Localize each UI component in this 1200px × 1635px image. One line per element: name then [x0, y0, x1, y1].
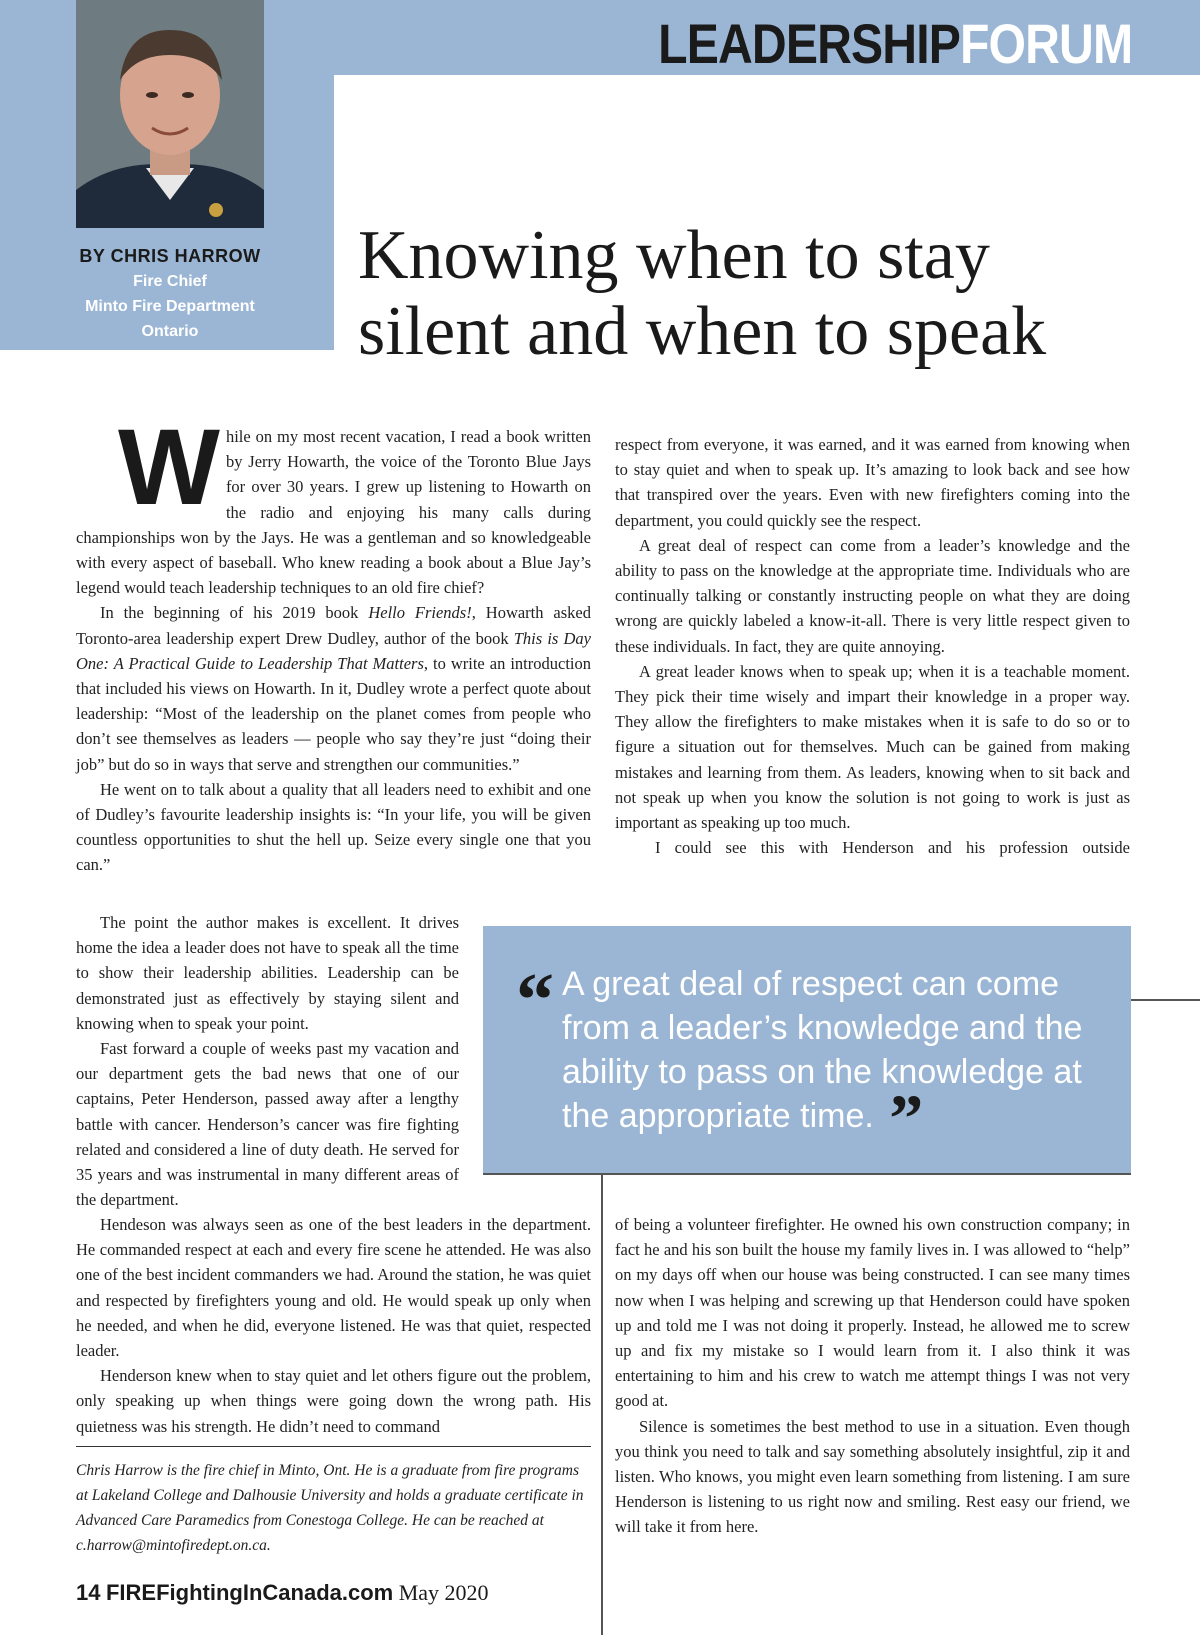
paragraph-7: Henderson knew when to stay quiet and let others figure out the problem, only speaking up when things were going down the wrong path. His quietness was his strength. He didn’t need to command [76, 1366, 591, 1436]
byline-name: BY CHRIS HARROW [79, 246, 261, 266]
section-masthead [657, 12, 1132, 75]
headline-line-2: silent and when to speak [358, 293, 1047, 370]
bio-rule [76, 1446, 591, 1447]
page-footer [76, 1580, 489, 1606]
byline-title: Fire Chief [133, 273, 207, 290]
paragraph-r6: Silence is sometimes the best method to use in a situation. Even though you think you need to talk and say something absolutely insightful, zip it and listen. Who knows, you might even learn something from listening. I am sure Henderson is listening to us right now and smiling. Rest easy our friend, we will take it from here. [615, 1416, 1130, 1537]
author-photo [76, 0, 264, 228]
pull-quote-bottom-rule [483, 1173, 1131, 1175]
open-quote-mark: “ [516, 958, 554, 1042]
magazine-name: FIREFightingInCanada.com [105, 1580, 394, 1605]
paragraph-r4: I could see this with Henderson and his profession outside [655, 838, 1130, 858]
paragraph-6: Hendeson was always seen as one of the best leaders in the department. He commanded respect at each and every fire scene he attended. He was also one of the best incident commanders we had. Around the station, he was quiet and respected by firefighters young and old. He would speak up only when he needed, and when he did, everyone listened. He was that quiet, respected leader. [76, 1215, 591, 1361]
drop-cap: W [118, 406, 220, 527]
pull-quote-text: A great deal of respect can come from a leader’s knowledge and the ability to pass on the knowledge at the appropriate time. [562, 965, 1083, 1135]
paragraph-2 [76, 600, 591, 776]
paragraph-3: He went on to talk about a quality that all leaders need to exhibit and one of Dudley’s favourite leadership insights is: “In your life, you will be given countless opportunities to shut the hell up. Seize every single one that you can.” [76, 779, 591, 875]
paragraph-r2: A great deal of respect can come from a leader’s knowledge and the ability to pass on the knowledge at the appropriate time. Individuals who are continually talking or constantly instructing people on what they are doing wrong are quickly labeled a know-it-all. There is very little respect given to these individuals. In fact, they are quite annoying. [615, 535, 1130, 656]
paragraph-4: The point the author makes is excellent. It drives home the idea a leader does not have to speak all the time to show their leadership abilities. Leadership can be demonstrated just as effectively by staying silent and knowing when to speak your point. [76, 913, 459, 1033]
left-column-narrow [76, 910, 459, 1212]
paragraph-r1: respect from everyone, it was earned, and it was earned from knowing when to stay quiet and when to speak up. It’s amazing to look back and see how that transpired over the years. Even with new firefighters coming into the department, you could quickly see the respect. [615, 435, 1130, 530]
masthead-leadership: LEADERSHIP [657, 12, 960, 75]
masthead-forum: FORUM [959, 12, 1132, 75]
pull-quote-rule [1131, 999, 1200, 1001]
author-bio: Chris Harrow is the fire chief in Minto, Ont. He is a graduate from fire programs at Lakeland College and Dalhousie University and holds a graduate certificate in Advanced Care Paramedics from Conestoga College. He can be reached at c.harrow@mintofiredept.on.ca. [76, 1462, 584, 1554]
close-quote-mark: ” [889, 1080, 924, 1156]
paragraph-r5: of being a volunteer firefighter. He owned his own construction company; in fact he and his son built the house my family lives in. I was allowed to “help” on my days off when our house was being constructed. I can see many times now when I was helping and screwing up that Henderson could have spoken up and told me I was not doing it properly. Instead, he allowed me to screw up and fix my mistake so I would learn from it. I also think it was entertaining to him and his crew to watch me attempt things I was not very good at. [615, 1215, 1130, 1411]
author-byline [60, 244, 280, 344]
left-column-bottom [76, 1212, 591, 1439]
pull-quote [562, 962, 1122, 1156]
byline-department: Minto Fire Department [85, 298, 255, 315]
right-column-top [615, 432, 1130, 860]
paragraph-2-text-a: In the beginning of his 2019 book [100, 603, 369, 623]
right-column-bottom [615, 1212, 1130, 1540]
paragraph-2-text-c: , Howarth asked Toronto-area leadership expert Drew Dudley, author of the book [76, 603, 591, 648]
headline-line-1: Knowing when to stay [358, 217, 990, 294]
portrait-illustration [76, 0, 264, 228]
article-headline [358, 218, 1158, 370]
paragraph-1: hile on my most recent vacation, I read a book written by Jerry Howarth, the voice of the Toronto Blue Jays for over 30 years. I grew up listening to Howarth on the radio and enjoying his many calls during championships won by the Jays. He was a gentleman and so knowledgeable with every aspect of baseball. Who knew reading a book about a Blue Jay’s legend would teach leadership techniques to an old fire chief? [76, 427, 591, 598]
book-title-this-is-day-one: This is Day One: A Practical Guide to Leadership That Matters [76, 628, 591, 673]
paragraph-5: Fast forward a couple of weeks past my vacation and our department gets the bad news that one of our captains, Peter Henderson, passed away after a lengthy battle with cancer. Henderson’s cancer was fire fighting related and considered a line of duty death. He served for 35 years and was instrumental in many different areas of the department. [76, 1039, 459, 1210]
column-divider [601, 1174, 603, 1635]
page-number: 14 [76, 1580, 101, 1605]
paragraph-r3: A great leader knows when to speak up; when it is a teachable moment. They pick their time wisely and impart their knowledge in a proper way. They allow the firefighters to make mistakes when it is safe to do so or to figure a situation out for themselves. Much can be gained from making mistakes and learning from them. As leaders, knowing when to sit back and not speak up when you know the solution is not going to work is just as important as speaking up too much. [615, 661, 1130, 833]
book-title-hello-friends: Hello Friends! [368, 603, 472, 623]
issue-date: May 2020 [398, 1580, 489, 1605]
byline-province: Ontario [141, 323, 199, 340]
paragraph-2-text-e: , to write an introduction that included his views on Howarth. In it, Dudley wrote a perfect quote about leadership: “Most of the leadership on the planet comes from people who don’t see themselves as leaders — people who say they’re just “doing their job” but do so in ways that serve and strengthen our communities.” [76, 653, 591, 774]
left-column-top [76, 406, 591, 878]
